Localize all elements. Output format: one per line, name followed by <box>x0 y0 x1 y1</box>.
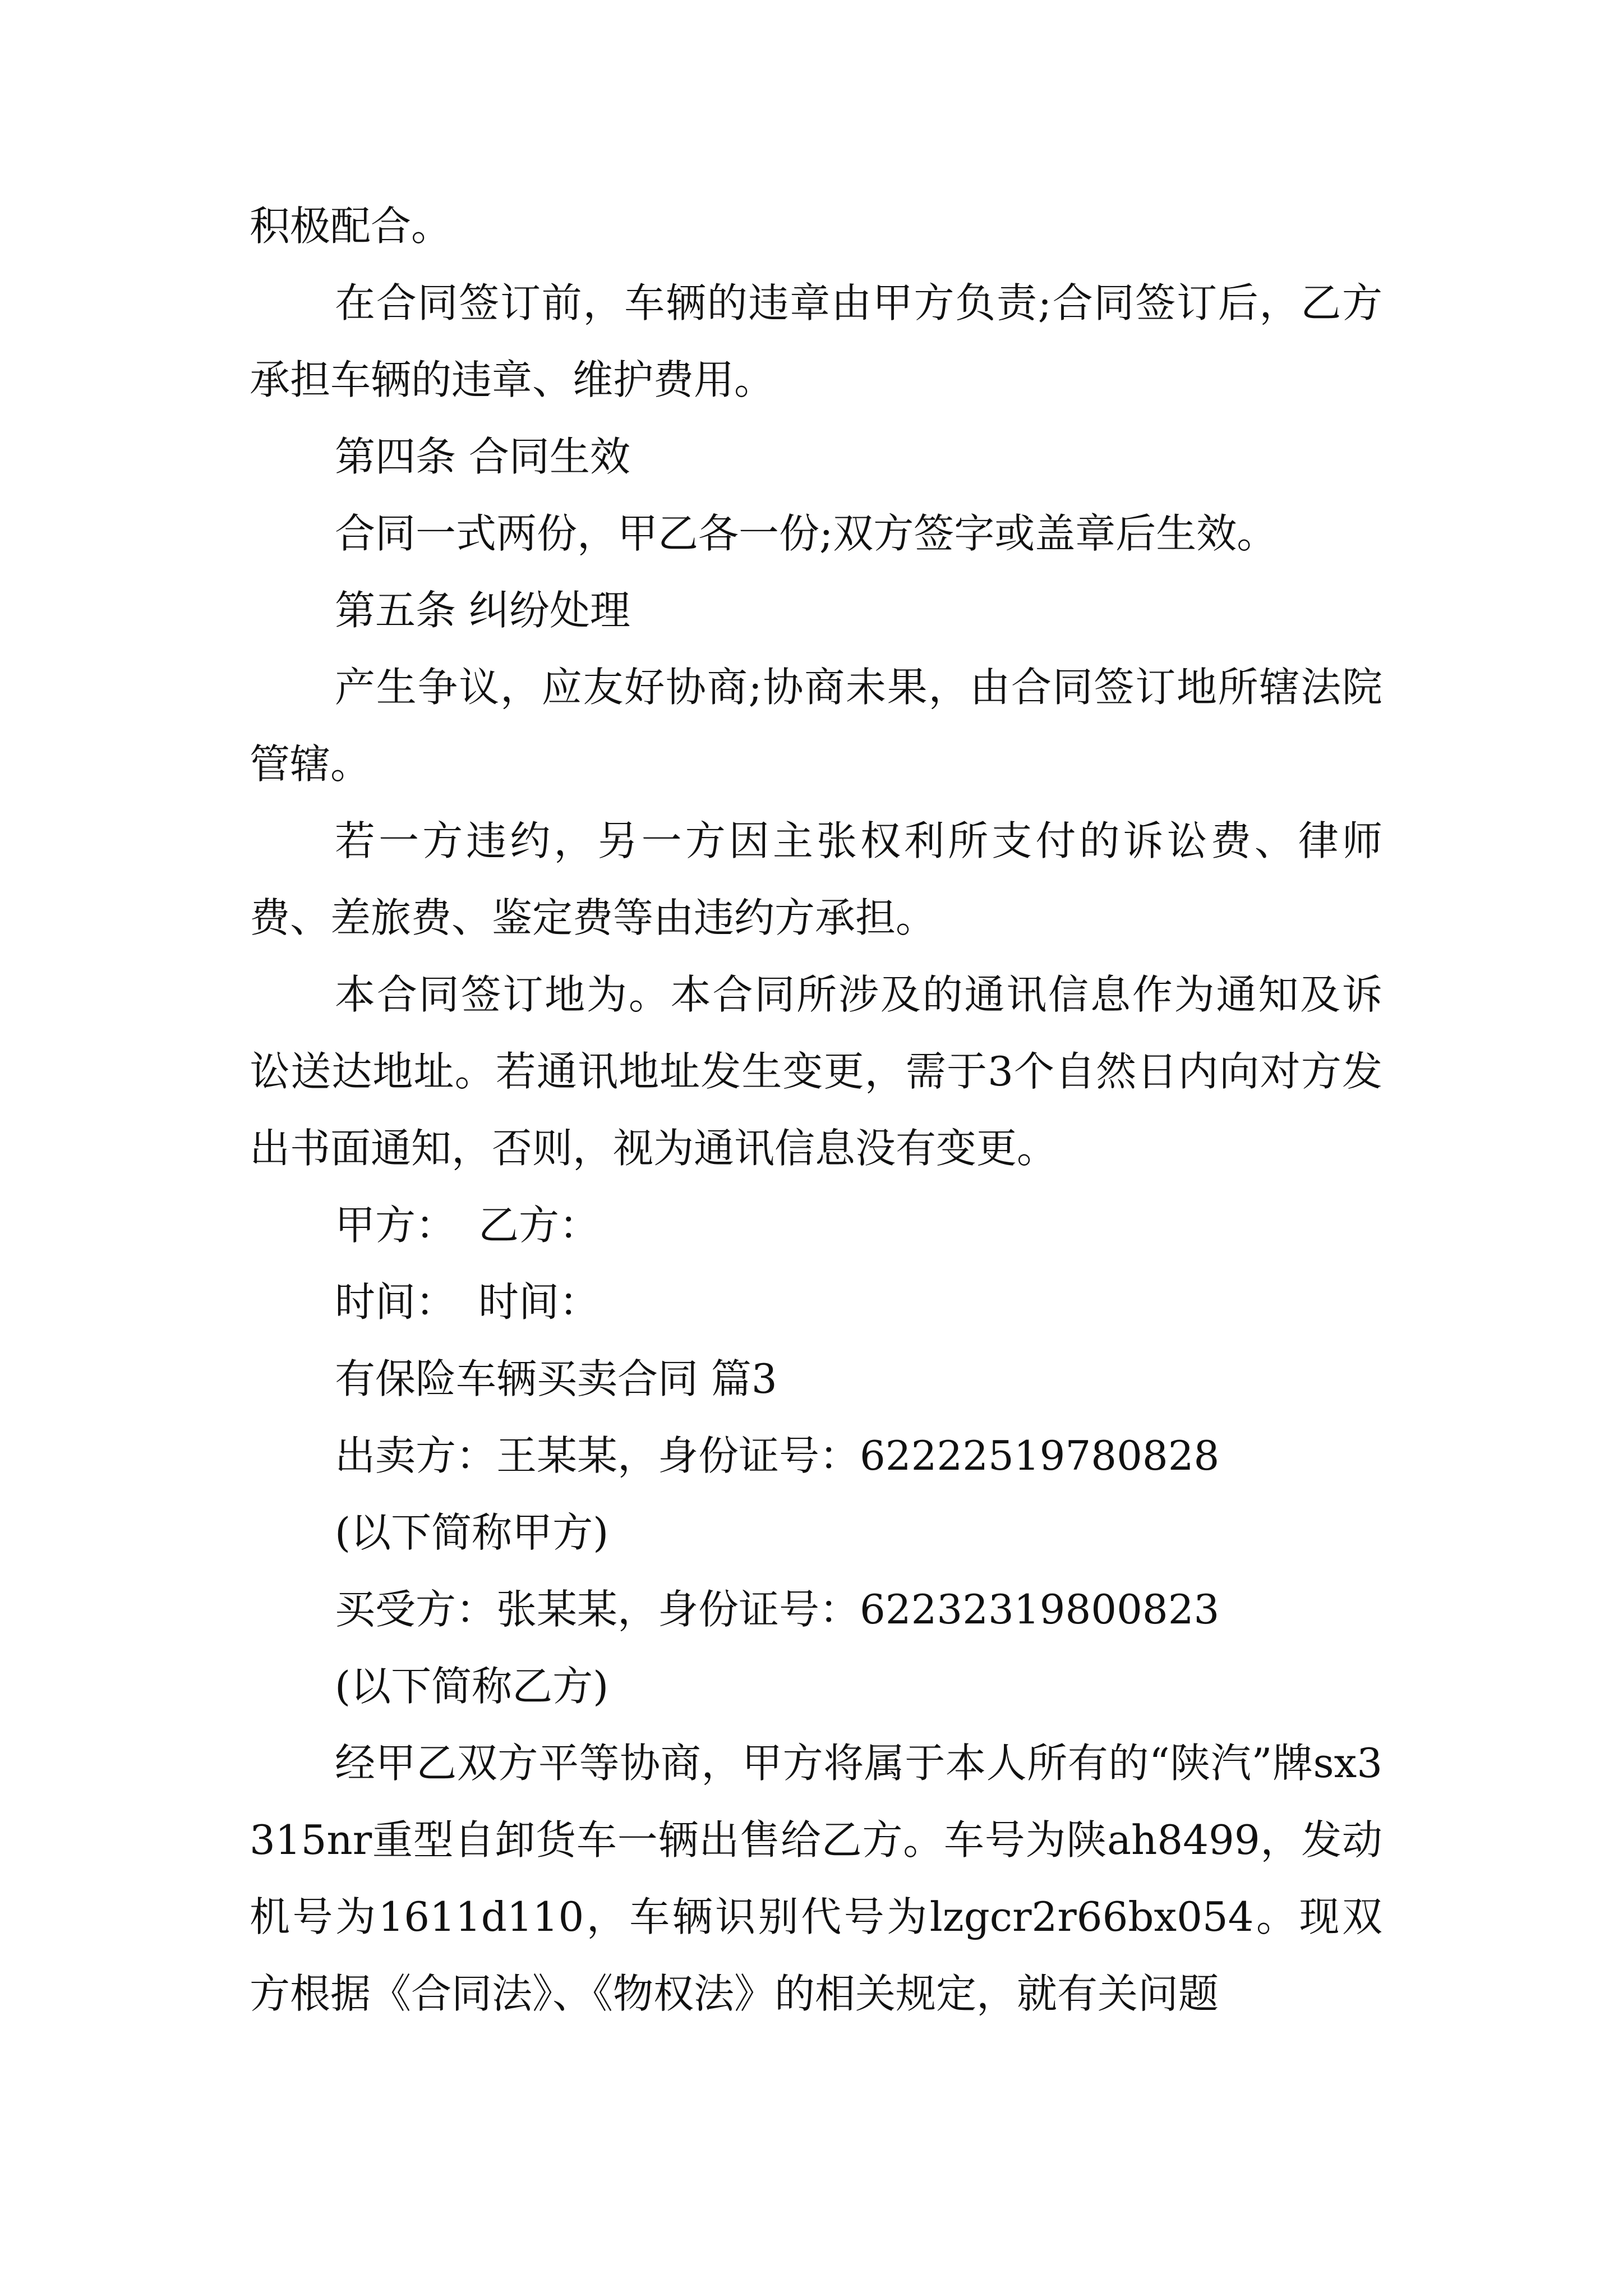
document-body <box>250 188 1382 2032</box>
party-a-date-label: 时间： <box>335 1278 457 1326</box>
seller-alias: (以下简称甲方) <box>335 1509 609 1556</box>
paragraph: 产生争议，应友好协商;协商未果，由合同签订地所辖法院管辖。 <box>250 664 1382 788</box>
paragraph: 经甲乙双方平等协商，甲方将属于本人所有的“陕汽”牌sx3315nr重型自卸货车一辆出售给乙方。车号为陕ah8499，发动机号为1611d110，车辆识别代号为lzgcr2r66bx054。现双方根据《合同法》、《物权法》的相关规定，就有关问题 <box>250 1740 1382 2017</box>
section-heading: 第五条 纠纷处理 <box>335 587 630 634</box>
party-b-label: 乙方： <box>478 1202 600 1249</box>
paragraph: 合同一式两份，甲乙各一份;双方签字或盖章后生效。 <box>335 510 1278 557</box>
section-heading: 第四条 合同生效 <box>335 433 630 480</box>
paragraph: 本合同签订地为。本合同所涉及的通讯信息作为通知及诉讼送达地址。若通讯地址发生变更，需于3个自然日内向对方发出书面通知，否则，视为通讯信息没有变更。 <box>250 971 1382 1172</box>
seller-info: 出卖方：王某某，身份证号：62222519780828 <box>335 1432 1220 1479</box>
signature-line-dates <box>250 1264 1382 1341</box>
paragraph: 积极配合。 <box>250 203 452 250</box>
buyer-alias: (以下简称乙方) <box>335 1663 609 1710</box>
paragraph: 若一方违约，另一方因主张权利所支付的诉讼费、律师费、差旅费、鉴定费等由违约方承担。 <box>250 817 1382 941</box>
signature-line-parties <box>250 1187 1382 1264</box>
party-a-label: 甲方： <box>335 1202 457 1249</box>
buyer-info: 买受方：张某某，身份证号：62232319800823 <box>335 1586 1220 1633</box>
party-b-date-label: 时间： <box>478 1278 600 1326</box>
paragraph: 在合同签订前，车辆的违章由甲方负责;合同签订后，乙方承担车辆的违章、维护费用。 <box>250 279 1382 403</box>
contract-title: 有保险车辆买卖合同 篇3 <box>335 1355 777 1402</box>
